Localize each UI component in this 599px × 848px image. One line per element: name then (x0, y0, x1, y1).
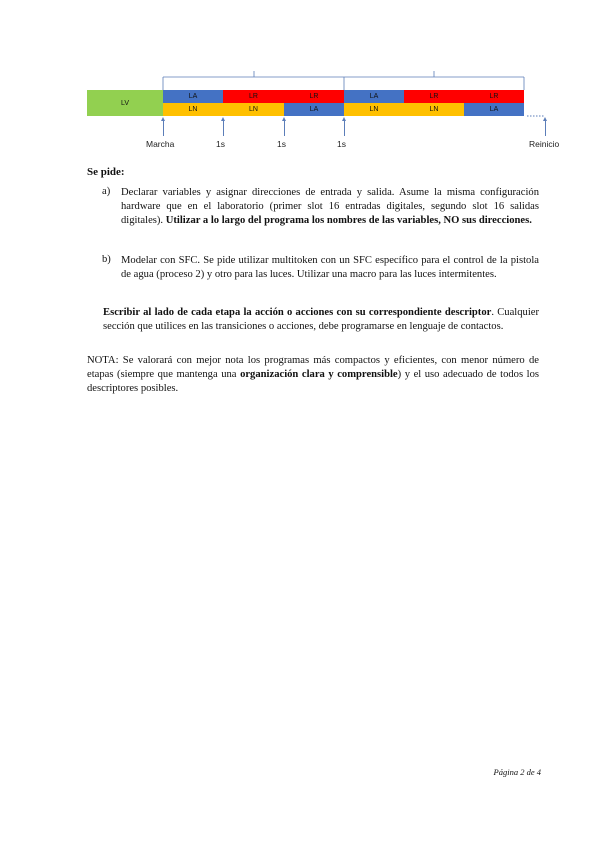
lv-label: LV (120, 99, 130, 107)
cell-label: LR (489, 93, 499, 100)
cell-label: LN (188, 106, 198, 113)
descriptor-note (103, 306, 539, 334)
top-cell (163, 90, 223, 103)
cell-label: LN (429, 106, 439, 113)
marker-label: 1s (216, 139, 225, 149)
lv-block (87, 90, 163, 116)
cell-label: LR (429, 93, 439, 100)
cell-label: LA (369, 93, 379, 100)
up-arrow-icon (163, 120, 164, 136)
light-timing-diagram (0, 0, 599, 160)
cell-label: LA (489, 106, 499, 113)
up-arrow-icon (223, 120, 224, 136)
item-marker: a) (102, 186, 111, 197)
item-text: Modelar con SFC. Se pide utilizar multitoken con un SFC específico para el control de la pistola de agua (proceso 2) y otro para las luces. Utilizar una macro para las luces intermitentes. (121, 255, 539, 281)
top-cell (284, 90, 344, 103)
item-b-text (121, 254, 539, 282)
nota-paragraph (87, 354, 539, 397)
marker-label: 1s (277, 139, 286, 149)
item-bold-text: Utilizar a lo largo del programa los nombres de las variables, NO sus direcciones. (165, 215, 532, 227)
bottom-cell (284, 103, 344, 116)
bottom-cell (223, 103, 284, 116)
page-number: Página 2 de 4 (493, 767, 541, 777)
item-marker: b) (102, 254, 111, 265)
marker-label: Reinicio (529, 139, 560, 149)
note-bold-text: Escribir al lado de cada etapa la acción o acciones con su correspondiente descriptor (103, 307, 492, 318)
top-cell (223, 90, 284, 103)
nota-bold-text: organización clara y comprensible (240, 369, 398, 381)
up-arrow-icon (284, 120, 285, 136)
bottom-cell (464, 103, 524, 116)
nota-text: NOTA: Se valorará con mejor nota los programas más compactos y eficientes, con menor número de etapas (siempre que mantenga una (87, 355, 539, 381)
item-text: Declarar variables y asignar direcciones de entrada y salida. Asume la misma configuración hardware que en el laboratorio (primer slot 16 entradas digitales, segundo slot 16 salidas digitales). (121, 187, 539, 227)
cell-label: LA (309, 106, 319, 113)
top-cell (344, 90, 404, 103)
cell-label: LN (249, 106, 258, 113)
diagram-brackets (0, 0, 599, 160)
cell-label: LA (188, 93, 198, 100)
up-arrow-icon (545, 120, 546, 136)
cell-label: LN (369, 106, 379, 113)
marker-label: 1s (337, 139, 346, 149)
item-a-text (121, 186, 539, 229)
marker-label: Marcha (146, 139, 175, 149)
cell-label: LR (249, 93, 258, 100)
top-cell (404, 90, 464, 103)
bottom-cell (163, 103, 223, 116)
cell-label: LR (309, 93, 319, 100)
bottom-cell (344, 103, 404, 116)
top-cell (464, 90, 524, 103)
bottom-cell (404, 103, 464, 116)
up-arrow-icon (344, 120, 345, 136)
section-heading: Se pide: (87, 166, 125, 178)
nota-text-end: ) y el uso adecuado de todos los descriptores posibles. (87, 369, 539, 395)
note-text: . Cualquier sección que utilices en las transiciones o acciones, debe programarse en lenguaje de contactos. (103, 307, 539, 333)
